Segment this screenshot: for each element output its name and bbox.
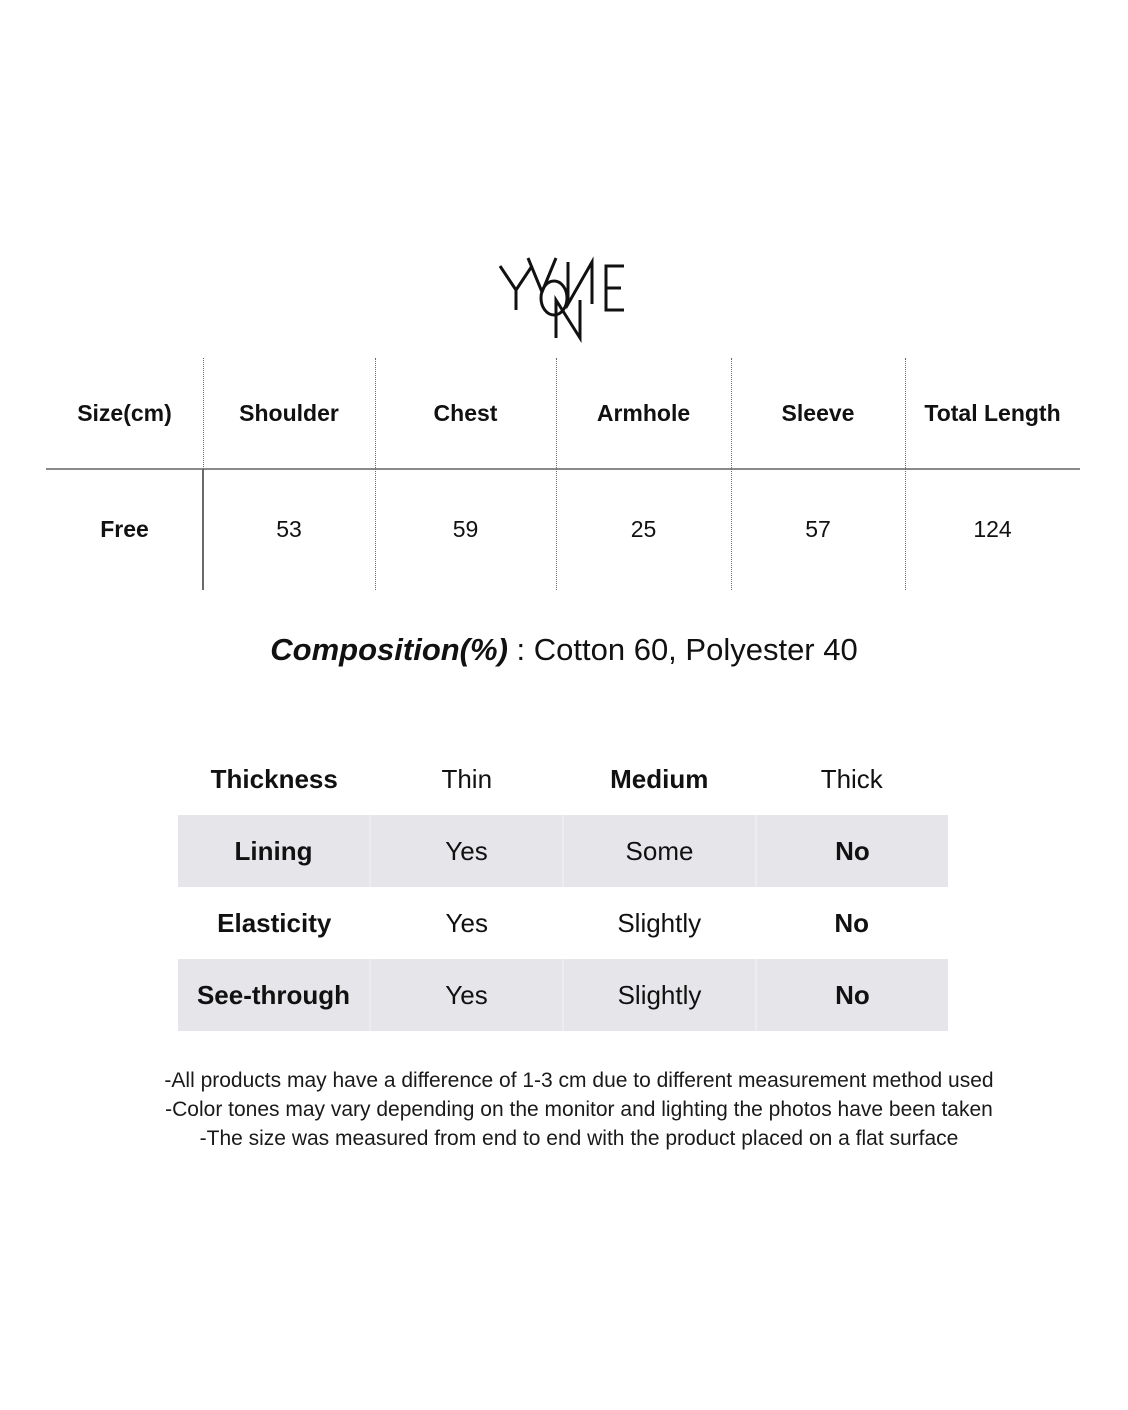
lining-yes: Yes: [369, 815, 562, 887]
elasticity-slightly: Slightly: [617, 907, 702, 938]
elasticity-no: No: [834, 907, 870, 938]
header-chest: Chest: [433, 399, 498, 426]
size-free: Free: [100, 515, 149, 542]
column-divider: [375, 358, 376, 590]
lining-label: Lining: [234, 835, 313, 866]
note-line: -The size was measured from end to end with the product placed on a flat surface: [199, 1127, 959, 1150]
see-through-no: No: [755, 959, 948, 1031]
lining-no: No: [755, 815, 948, 887]
see-through-label: See-through: [196, 979, 351, 1010]
column-divider: [202, 469, 204, 590]
attributes-row-see-through: [178, 959, 948, 1031]
attributes-row-lining: [178, 815, 948, 887]
thickness-label: Thickness: [210, 763, 338, 794]
thickness-thick: Thick: [820, 763, 883, 794]
composition-separator: :: [507, 632, 534, 667]
composition-label: Composition(%): [270, 632, 508, 667]
see-through-yes: Yes: [369, 959, 562, 1031]
header-total-length: Total Length: [924, 399, 1061, 426]
value-total-length: 124: [973, 515, 1012, 542]
lining-some: Some: [562, 815, 755, 887]
value-shoulder: 53: [276, 515, 302, 542]
value-chest: 59: [452, 515, 479, 542]
attributes-header-row: [178, 743, 948, 815]
value-armhole: 25: [630, 515, 657, 542]
size-table-header-row: [46, 358, 1080, 468]
note-line: -All products may have a difference of 1-3 cm due to different measurement method used: [164, 1069, 994, 1092]
column-divider: [905, 358, 906, 590]
composition-value: Cotton 60, Polyester 40: [533, 632, 858, 667]
yvonne-logo-icon: [494, 252, 634, 344]
header-sleeve: Sleeve: [781, 399, 855, 426]
header-armhole: Armhole: [596, 399, 691, 426]
see-through-slightly: Slightly: [562, 959, 755, 1031]
composition: [0, 632, 1128, 668]
header-shoulder: Shoulder: [239, 399, 339, 426]
column-divider: [556, 358, 557, 590]
value-sleeve: 57: [805, 515, 831, 542]
header-size: Size(cm): [77, 399, 172, 426]
column-divider: [731, 358, 732, 590]
column-divider: [203, 358, 204, 469]
elasticity-label: Elasticity: [217, 907, 332, 938]
size-table: [46, 358, 1080, 590]
attributes-row-elasticity: [178, 887, 948, 959]
attributes-table: [178, 743, 948, 1031]
elasticity-yes: Yes: [445, 907, 488, 938]
note-line: -Color tones may vary depending on the monitor and lighting the photos have been taken: [165, 1098, 993, 1121]
notes: [0, 1066, 1128, 1153]
thickness-medium: Medium: [610, 763, 709, 794]
thickness-thin: Thin: [441, 763, 493, 794]
